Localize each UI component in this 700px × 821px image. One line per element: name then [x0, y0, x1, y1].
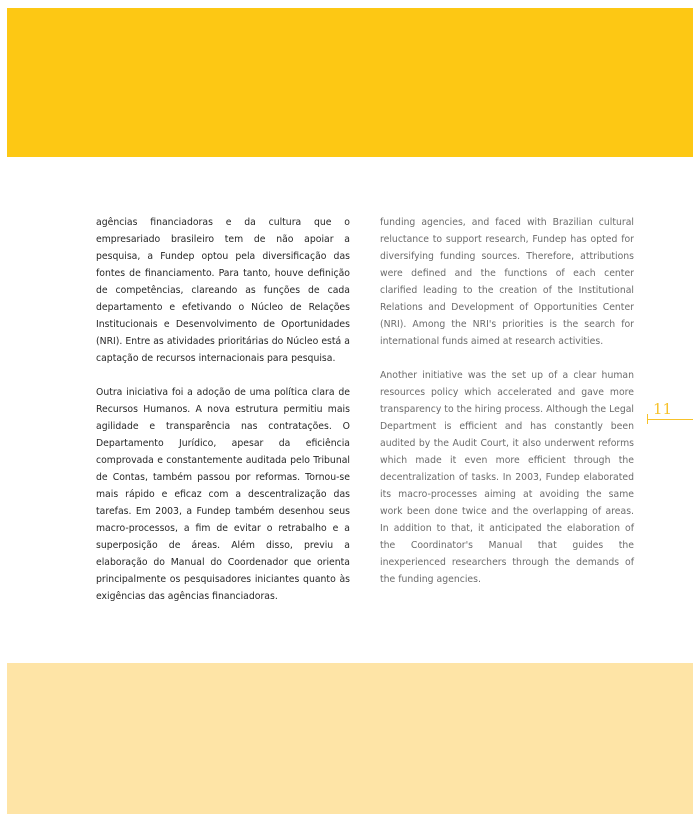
page-number-marker [645, 400, 693, 430]
english-paragraph-1: funding agencies, and faced with Brazilian cultural reluctance to support research, Fundep has opted for diversifying funding sources. Therefore, attributions were defined and the functions of each center clarified leading to the creation of the Institutional Relations and Development of Opportunities Center (NRI). Among the NRI's priorities is the search for international funds aimed at research activities. [380, 217, 634, 347]
portuguese-text-column [96, 214, 350, 605]
english-paragraph-2: Another initiative was the set up of a clear human resources policy which accelerated and gave more transparency to the hiring process. Although the Legal Department is efficient and has constantly been audited by the Audit Court, it also underwent reforms which made it even more efficient through the decentralization of tasks. In 2003, Fundep elaborated its macro-processes aiming at avoiding the same work been done twice and the overlapping of areas. In addition to that, it anticipated the elaboration of the Coordinator's Manual that guides the inexperienced researchers through the demands of the funding agencies. [380, 370, 635, 585]
page-marker-line [647, 419, 693, 420]
page-marker-tick [647, 414, 648, 424]
bottom-color-band [7, 663, 693, 814]
portuguese-paragraph-2: Outra iniciativa foi a adoção de uma política clara de Recursos Humanos. A nova estrutura permitiu mais agilidade e transparência nas contratações. O Departamento Jurídico, apesar da eficiência comprovada e constantemente auditada pelo Tribunal de Contas, também passou por reformas. Tornou-se mais rápido e eficaz com a descentralização das tarefas. Em 2003, a Fundep também desenhou seus macro-processos, a fim de evitar o retrabalho e a superposição de áreas. Além disso, previu a elaboração do Manual do Coordenador que orienta principalmente os pesquisadores iniciantes quanto às exigências das agências financiadoras. [96, 387, 350, 602]
portuguese-paragraph-1: agências financiadoras e da cultura que o empresariado brasileiro tem de não apoiar a pesquisa, a Fundep optou pela diversificação das fontes de financiamento. Para tanto, houve definição de competências, clareando as funções de cada departamento e efetivando o Núcleo de Relações Institucionais e Desenvolvimento de Oportunidades (NRI). Entre as atividades prioritárias do Núcleo está a captação de recursos internacionais para pesquisa. [96, 217, 350, 364]
page-number: 11 [653, 400, 673, 418]
english-text-column [380, 214, 634, 588]
top-color-band [7, 8, 693, 157]
